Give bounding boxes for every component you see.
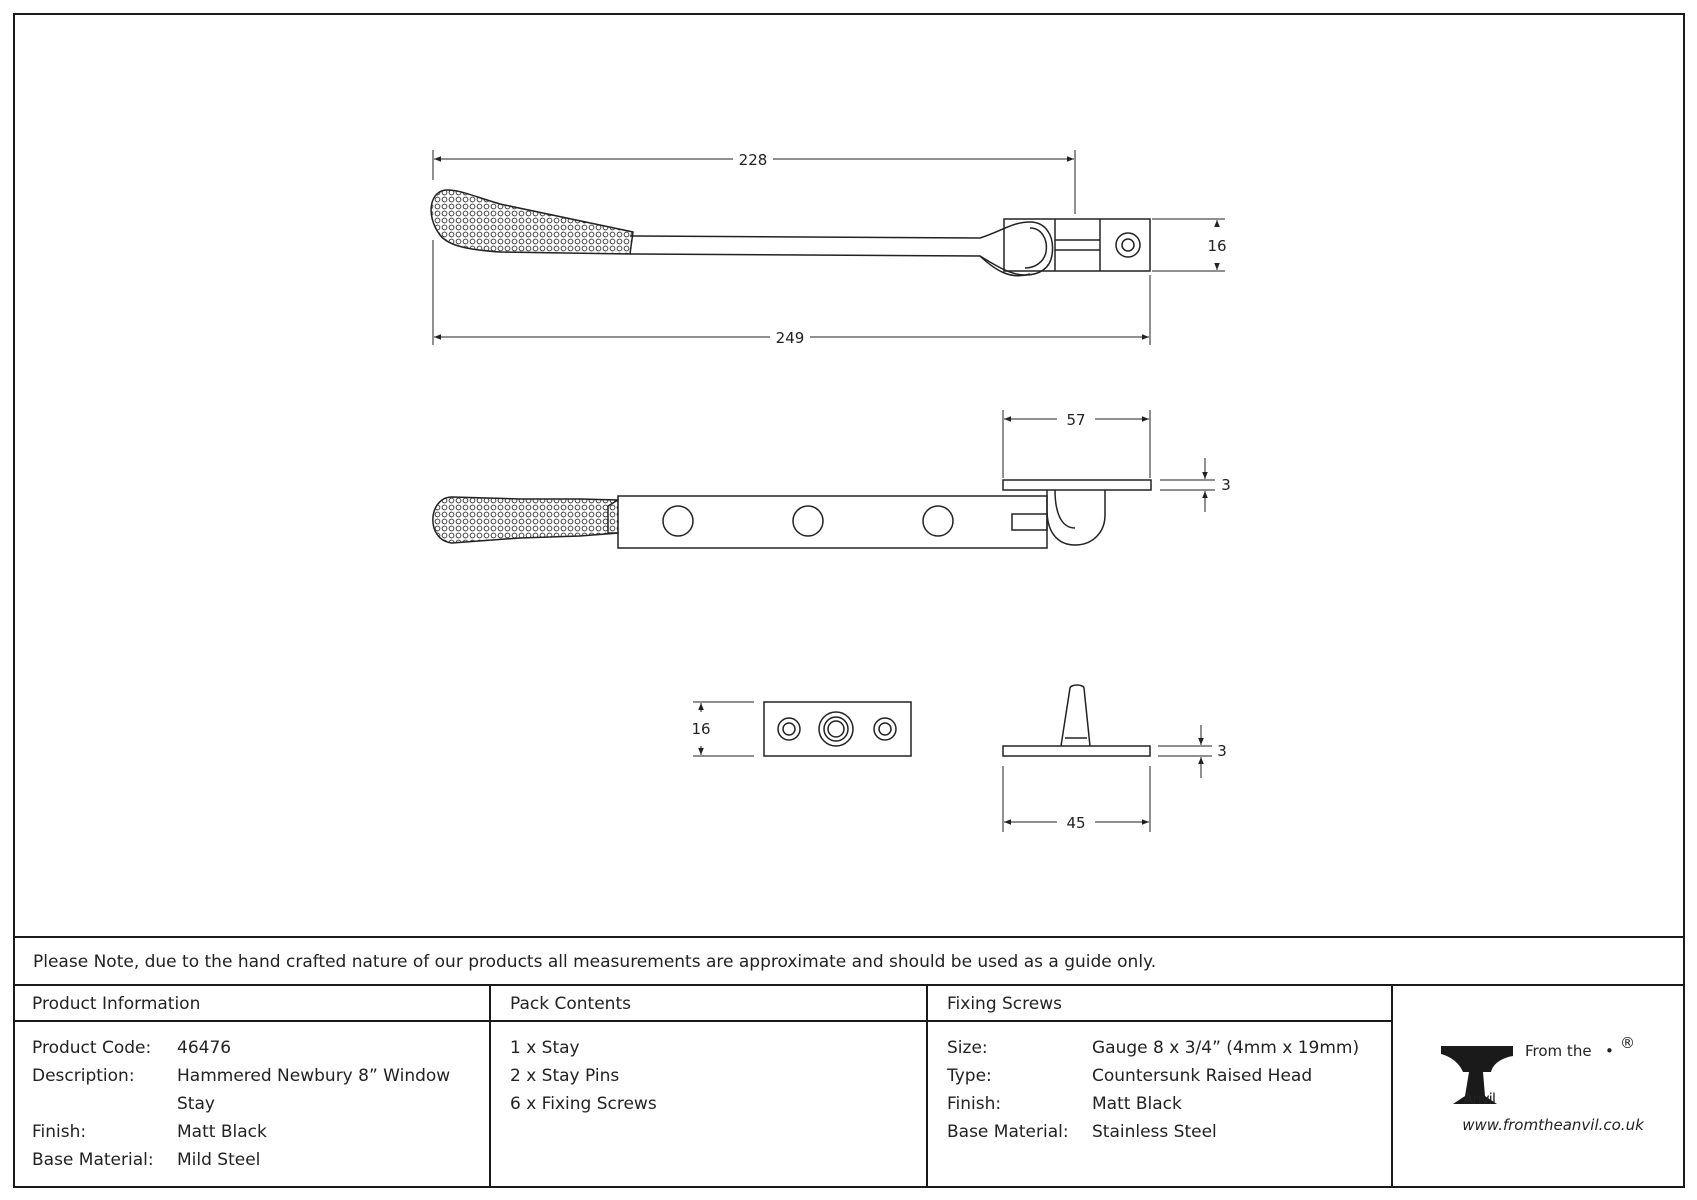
svg-text:249: 249 [775, 329, 805, 347]
pack-item: 1 x Stay [510, 1038, 580, 1058]
dimension-45 [1003, 766, 1150, 832]
pack-item: 2 x Stay Pins [510, 1066, 620, 1086]
registered-mark: ® [1620, 1034, 1635, 1052]
hammered-handle-top [431, 190, 633, 254]
end-block-top [1004, 219, 1150, 271]
stay-bar-side [608, 496, 1047, 548]
svg-text:16: 16 [1207, 237, 1227, 255]
base-material-row: Base Material: Mild Steel [32, 1150, 261, 1170]
dimension-228 [433, 150, 1075, 214]
screw-hole-right [874, 718, 896, 740]
hammered-handle-side [433, 497, 618, 543]
measurement-note [13, 936, 1685, 986]
stay-side-view [433, 480, 1151, 548]
stay-hole-3 [923, 506, 953, 536]
dimension-16-top [1152, 219, 1227, 271]
stay-hole-1 [663, 506, 693, 536]
screw-size-row: Size: Gauge 8 x 3/4” (4mm x 19mm) [947, 1038, 1360, 1058]
screw-material-row: Base Material: Stainless Steel [947, 1122, 1217, 1142]
screw-hole-left [778, 718, 800, 740]
svg-text:3: 3 [1217, 742, 1227, 760]
svg-text:57: 57 [1066, 411, 1086, 429]
dimension-57 [1003, 410, 1150, 478]
dimension-249 [433, 240, 1150, 347]
note-text: Please Note, due to the hand crafted nature of our products all measurements are approximate and should be used as a guide only. [33, 952, 1157, 972]
stay-top-view [431, 190, 1150, 276]
pin-plate-top-view [764, 702, 911, 756]
product-information-heading: Product Information [13, 986, 489, 1022]
bracket-plate-side [1003, 480, 1151, 490]
stay-pin-side [1061, 685, 1090, 746]
logo-url: www.fromtheanvil.co.uk [1462, 1116, 1644, 1134]
pin-plate-base [1003, 746, 1150, 756]
fixing-screws-panel [928, 986, 1393, 1188]
dimension-3-side [1160, 458, 1231, 512]
pack-item: 6 x Fixing Screws [510, 1094, 657, 1114]
pack-contents-heading: Pack Contents [491, 986, 926, 1022]
fixing-screws-heading: Fixing Screws [928, 986, 1391, 1022]
dimension-16-pin [691, 702, 754, 756]
description-row: Description: Hammered Newbury 8” Window Stay [32, 1066, 451, 1114]
pin-plate-top [764, 702, 911, 756]
screw-type-row: Type: Countersunk Raised Head [947, 1066, 1313, 1086]
pivot-screw-icon [1116, 233, 1140, 257]
svg-text:16: 16 [691, 720, 711, 738]
stay-arm-top [630, 222, 1053, 275]
pin-plate-side-view [1003, 685, 1150, 756]
screw-finish-row: Finish: Matt Black [947, 1094, 1182, 1114]
product-information-panel [13, 986, 491, 1188]
dimension-3-pin [1158, 725, 1227, 778]
logo-name: Anvil [1463, 1090, 1495, 1108]
finish-row: Finish: Matt Black [32, 1122, 267, 1142]
from-the-anvil-logo [1393, 986, 1685, 1188]
svg-text:3: 3 [1221, 476, 1231, 494]
logo-tagline: From the [1525, 1042, 1592, 1060]
svg-text:228: 228 [738, 151, 768, 169]
svg-text:45: 45 [1066, 814, 1086, 832]
svg-text:•: • [1605, 1042, 1614, 1060]
pack-contents-panel [491, 986, 928, 1188]
stay-hole-2 [793, 506, 823, 536]
product-code-row: Product Code: 46476 [32, 1038, 232, 1058]
